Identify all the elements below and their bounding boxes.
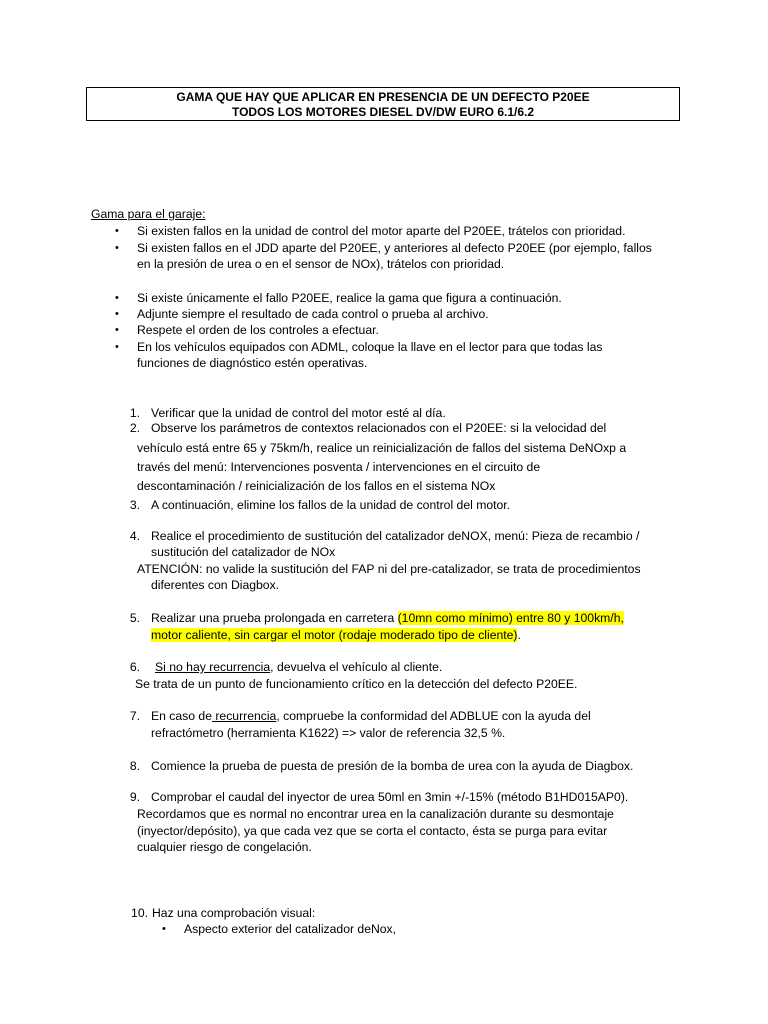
title-line-1: GAMA QUE HAY QUE APLICAR EN PRESENCIA DE UN DEFECTO P20EE: [176, 90, 590, 104]
step-5-text-end: .: [517, 628, 521, 642]
step-7-line-1: [151, 708, 591, 725]
document-title-box: [86, 87, 680, 121]
garage-bullet-6-line-1: En los vehículos equipados con ADML, coloque la llave en el lector para que todas las: [137, 340, 603, 354]
step-8-number: 8.: [129, 759, 140, 773]
step-1-number: 1.: [129, 406, 140, 420]
step-7-underlined: recurrencia: [211, 709, 277, 723]
bullet-marker: •: [115, 292, 119, 304]
step-5-highlight-1: (10mn como mínimo) entre 80 y 100km/h,: [397, 611, 624, 625]
bullet-marker: •: [162, 923, 166, 935]
step-2-line-2: vehículo está entre 65 y 75km/h, realice un reinicialización de fallos del sistema DeNOxp a: [137, 441, 627, 455]
bullet-marker: •: [115, 324, 119, 336]
step-9-note-line-3: cualquier riesgo de congelación.: [137, 840, 312, 854]
step-3-text: A continuación, elimine los fallos de la unidad de control del motor.: [151, 498, 511, 512]
bullet-marker: •: [115, 308, 119, 320]
garage-bullet-2-line-1: Si existen fallos en el JDD aparte del P20EE, y anteriores al defecto P20EE (por ejemplo, fallos: [137, 241, 652, 255]
step-6-text: [155, 659, 442, 676]
step-9-note-line-1: Recordamos que es normal no encontrar urea en la canalización durante su desmontaje: [137, 807, 614, 821]
step-9-text: Comprobar el caudal del inyector de urea 50ml en 3min +/-15% (método B1HD015AP0).: [151, 790, 629, 804]
step-5-line-2: [151, 627, 521, 644]
step-2-line-1: Observe los parámetros de contextos relacionados con el P20EE: si la velocidad del: [151, 421, 607, 435]
step-6-note: Se trata de un punto de funcionamiento crítico en la detección del defecto P20EE.: [135, 677, 578, 691]
step-6-number: 6.: [129, 660, 140, 674]
step-4-line-1: Realice el procedimiento de sustitución del catalizador deNOX, menú: Pieza de recambio /: [151, 529, 640, 543]
garage-bullet-5: Respete el orden de los controles a efectuar.: [137, 323, 379, 337]
step-9-number: 9.: [129, 790, 140, 804]
bullet-marker: •: [115, 225, 119, 237]
bullet-marker: •: [115, 341, 119, 353]
title-line-2: TODOS LOS MOTORES DIESEL DV/DW EURO 6.1/6.2: [231, 105, 535, 119]
garage-bullet-6-line-2: funciones de diagnóstico estén operativas.: [137, 356, 368, 370]
garage-heading: Gama para el garaje:: [91, 207, 206, 221]
step-7-number: 7.: [129, 709, 140, 723]
garage-bullet-2-line-2: en la presión de urea o en el sensor de NOx), trátelos con prioridad.: [137, 257, 505, 271]
step-7-text-start: En caso de: [151, 709, 212, 723]
step-2-line-4: descontaminación / reinicialización de los fallos en el sistema NOx: [137, 479, 496, 493]
garage-bullet-4: Adjunte siempre el resultado de cada control o prueba al archivo.: [137, 307, 489, 321]
garage-bullet-1: Si existen fallos en la unidad de control del motor aparte del P20EE, trátelos con prioridad.: [137, 224, 626, 238]
step-3-number: 3.: [129, 498, 140, 512]
step-1-text: Verificar que la unidad de control del motor esté al día.: [151, 406, 446, 420]
step-6-underlined: Si no hay recurrencia: [155, 660, 271, 674]
step-7-line-2: refractómetro (herramienta K1622) => valor de referencia 32,5 %.: [151, 726, 506, 740]
step-10-text: Haz una comprobación visual:: [152, 906, 316, 920]
step-5-line-1: [151, 610, 624, 627]
bullet-marker: •: [115, 242, 119, 254]
step-2-number: 2.: [129, 421, 140, 435]
step-2-line-3: través del menú: Intervenciones posventa / intervenciones en el circuito de: [137, 460, 541, 474]
step-4-note-line-1: ATENCIÓN: no valide la sustitución del FAP ni del pre-catalizador, se trata de procedimientos: [137, 562, 641, 576]
step-7-rest: , compruebe la conformidad del ADBLUE con la ayuda del: [276, 709, 591, 723]
step-8-text: Comience la prueba de puesta de presión de la bomba de urea con la ayuda de Diagbox.: [151, 759, 634, 773]
step-6-rest: , devuelva el vehículo al cliente.: [270, 660, 443, 674]
step-4-note-line-2: diferentes con Diagbox.: [151, 578, 280, 592]
step-5-number: 5.: [129, 611, 140, 625]
step-5-text-start: Realizar una prueba prolongada en carretera: [151, 611, 398, 625]
step-4-number: 4.: [129, 529, 140, 543]
step-4-line-2: sustitución del catalizador de NOx: [151, 545, 336, 559]
step-10-sub-bullet: Aspecto exterior del catalizador deNox,: [184, 922, 397, 936]
step-9-note-line-2: (inyector/depósito), ya que cada vez que se corta el contacto, ésta se purga para evitar: [137, 824, 608, 838]
step-5-highlight-2: motor caliente, sin cargar el motor (rodaje moderado tipo de cliente): [151, 628, 518, 642]
garage-bullet-3: Si existe únicamente el fallo P20EE, realice la gama que figura a continuación.: [137, 291, 562, 305]
step-10-number: 10.: [131, 906, 148, 920]
